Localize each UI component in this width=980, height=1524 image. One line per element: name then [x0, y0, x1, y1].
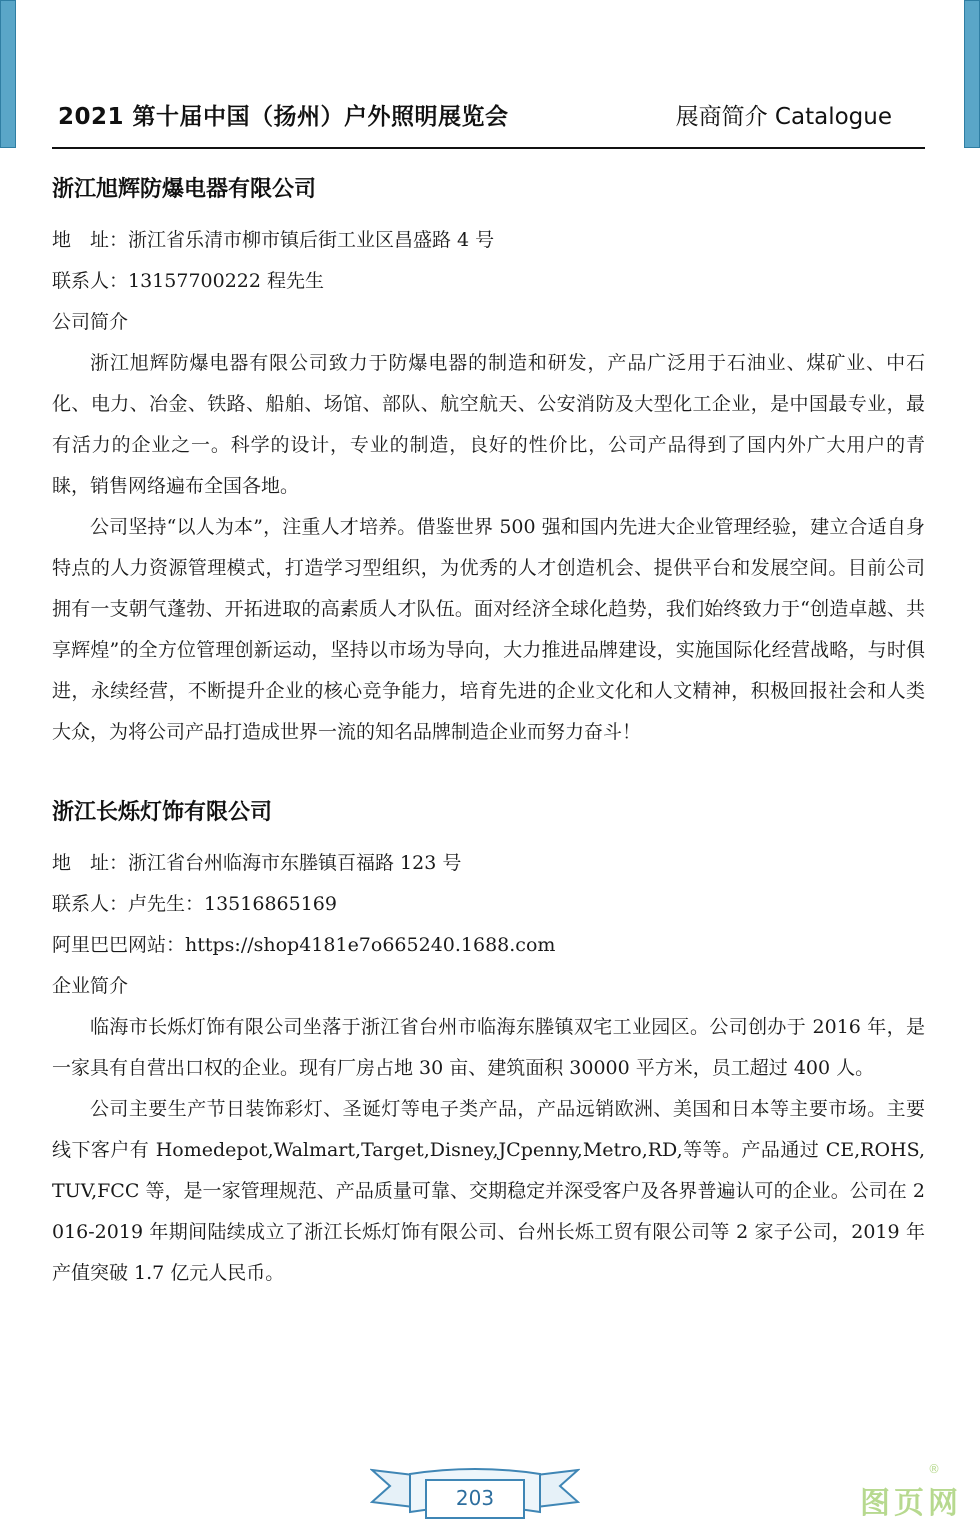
company-website: 阿里巴巴网站：https://shop4181e7o665240.1688.com	[52, 934, 556, 956]
intro-label: 企业简介	[52, 975, 129, 997]
registered-mark: ®	[928, 1462, 940, 1476]
company-name: 浙江旭辉防爆电器有限公司	[52, 177, 317, 202]
intro-label: 公司简介	[52, 311, 129, 333]
left-edge-tab	[0, 0, 16, 148]
company-section	[52, 795, 925, 1294]
intro-paragraph: 公司坚持“以人为本”，注重人才培养。借鉴世界 500 强和国内先进大企业管理经验，建立合适自身特点的人力资源管理模式，打造学习型组织，为优秀的人才创造机会、提供平台和发展空间。目前公司拥有一支朝气蓬勃、开拓进取的高素质人才队伍。面对经济全球化趋势，我们始终致力于“创造卓越、共享辉煌”的全方位管理创新运动，坚持以市场为导向，大力推进品牌建设，实施国际化经营战略，与时俱进，永续经营，不断提升企业的核心竞争能力，培育先进的企业文化和人文精神，积极回报社会和人类大众，为将公司产品打造成世界一流的知名品牌制造企业而努力奋斗！	[52, 516, 925, 743]
catalogue-label: 展商简介 Catalogue	[675, 104, 892, 130]
company-contact: 联系人：卢先生：13516865169	[52, 893, 337, 915]
company-address: 地 址：浙江省乐清市柳市镇后街工业区昌盛路 4 号	[52, 229, 495, 251]
company-name: 浙江长烁灯饰有限公司	[52, 800, 273, 825]
company-address: 地 址：浙江省台州临海市东塍镇百福路 123 号	[52, 852, 462, 874]
intro-paragraph: 公司主要生产节日装饰彩灯、圣诞灯等电子类产品，产品远销欧洲、美国和日本等主要市场。主要线下客户有 Homedepot,Walmart,Target,Disney,JCpenny,Metro,RD,等等。产品通过 CE,ROHS,TUV,FCC 等，是一家管理规范、产品质量可靠、交期稳定并深受客户及各界普遍认可的企业。公司在 2016-2019 年期间陆续成立了浙江长烁灯饰有限公司、台州长烁工贸有限公司等 2 家子公司，2019 年产值突破 1.7 亿元人民币。	[52, 1098, 925, 1284]
page-number: 203	[455, 1486, 495, 1510]
header-divider	[52, 147, 925, 149]
page-footer	[370, 1462, 580, 1520]
watermark-logo: 图页网	[860, 1486, 962, 1521]
page-content	[52, 172, 925, 1294]
company-section	[52, 172, 925, 753]
section-spacer	[52, 753, 925, 795]
intro-paragraph: 浙江旭辉防爆电器有限公司致力于防爆电器的制造和研发，产品广泛用于石油业、煤矿业、中石化、电力、冶金、铁路、船舶、场馆、部队、航空航天、公安消防及大型化工企业，是中国最专业，最有活力的企业之一。科学的设计，专业的制造，良好的性价比，公司产品得到了国内外广大用户的青睐，销售网络遍布全国各地。	[52, 352, 925, 497]
right-edge-tab	[964, 0, 980, 148]
exhibition-title: 2021 第十届中国（扬州）户外照明展览会	[58, 104, 509, 130]
intro-paragraph: 临海市长烁灯饰有限公司坐落于浙江省台州市临海东塍镇双宅工业园区。公司创办于 2016 年，是一家具有自营出口权的企业。现有厂房占地 30 亩、建筑面积 30000 平方米，员工超过 400 人。	[52, 1016, 925, 1079]
company-contact: 联系人：13157700222 程先生	[52, 270, 325, 292]
